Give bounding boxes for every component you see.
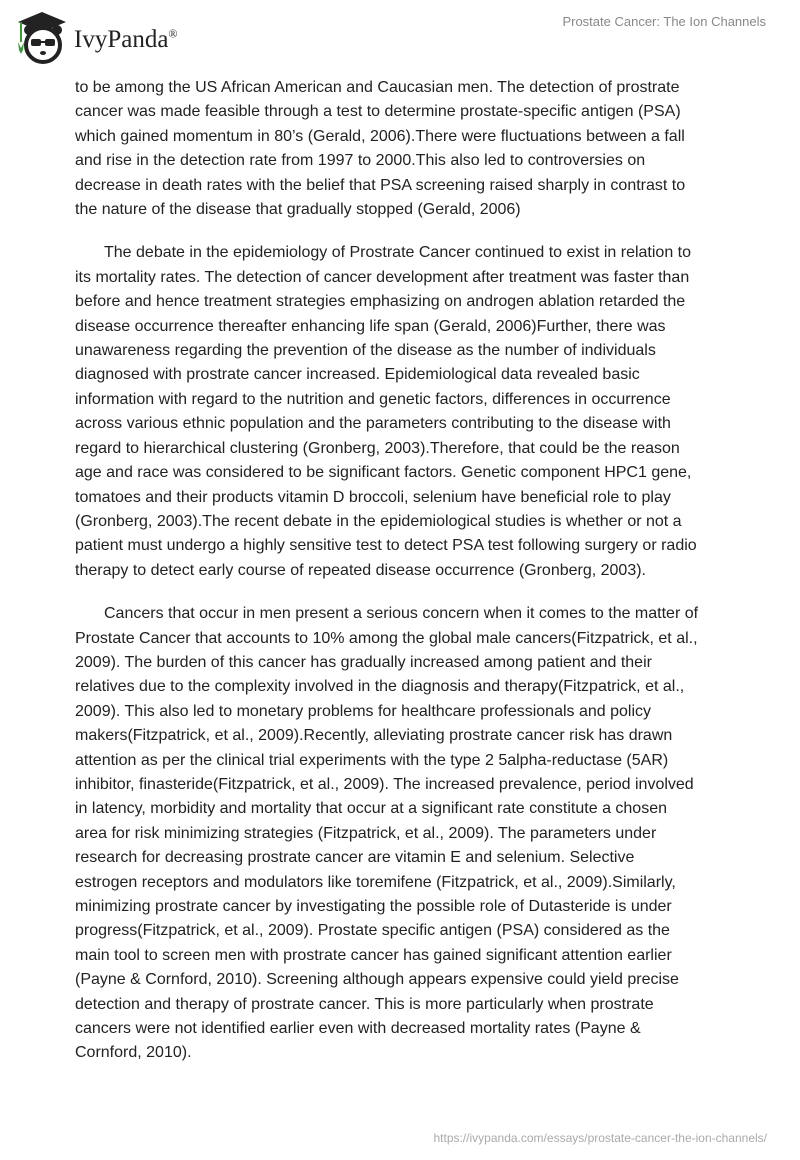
paragraph-line: patient must undergo a highly sensitive test to detect PSA test following surgery or radio: [75, 537, 697, 555]
paragraph-line: Prostate Cancer that accounts to 10% among the global male cancers(Fitzpatrick, et al.,: [75, 629, 698, 647]
paragraph-line: decrease in death rates with the belief that PSA screening raised sharply in contrast to: [75, 176, 686, 194]
essay-body: [75, 76, 735, 1085]
paragraph-line: relatives due to the complexity involved in the diagnosis and therapy(Fitzpatrick, et al.,: [75, 678, 685, 696]
paragraph-line: main tool to screen men with prostrate cancer has gained significant attention earlier: [75, 946, 672, 964]
paragraph-line: before and hence treatment strategies emphasizing on androgen ablation retarded the: [75, 293, 686, 311]
paragraph-line: across various ethnic population and the parameters contributing to the disease with: [75, 415, 671, 433]
paragraph-line: the nature of the disease that gradually stopped (Gerald, 2006): [75, 201, 521, 219]
paragraph-line: cancers were not identified earlier even with decreased mortality rates (Payne &: [75, 1020, 641, 1038]
paragraph-line: diagnosed with prostrate cancer increased. Epidemiological data revealed basic: [75, 366, 640, 384]
paragraph-line: Cornford, 2010).: [75, 1044, 192, 1062]
document-title: Prostate Cancer: The Ion Channels: [562, 14, 766, 29]
paragraph-line: attention as per the clinical trial experiments with the type 2 5alpha-reductase (5AR): [75, 751, 669, 769]
panda-graduate-icon: [14, 8, 68, 66]
paragraph-line: area for risk minimizing strategies (Fitzpatrick, et al., 2009). The parameters under: [75, 824, 657, 842]
paragraph-line: therapy to detect early course of repeated disease occurrence (Gronberg, 2003).: [75, 561, 646, 579]
paragraph-line: (Payne & Cornford, 2010). Screening although appears expensive could yield precise: [75, 971, 679, 989]
paragraph-line: detection and therapy of prostrate cancer. This is more particularly when prostrate: [75, 995, 654, 1013]
paragraph-line: in latency, morbidity and mortality that occur at a significant rate constitute a chosen: [75, 800, 667, 818]
paragraph-line: and rise in the detection rate from 1997 to 2000.This also led to controversies on: [75, 152, 646, 170]
paragraph-line: Cancers that occur in men present a serious concern when it comes to the matter of: [104, 605, 699, 623]
paragraph-line: estrogen receptors and modulators like toremifene (Fitzpatrick, et al., 2009).Similarly,: [75, 873, 676, 891]
paragraph-line: inhibitor, finasteride(Fitzpatrick, et al., 2009). The increased prevalence, period involved: [75, 775, 694, 793]
paragraph-line: age and race was considered to be significant factors. Genetic component HPC1 gene,: [75, 464, 692, 482]
paragraph-line: (Gronberg, 2003).The recent debate in the epidemiological studies is whether or not a: [75, 512, 682, 530]
logo-text: IvyPanda®: [74, 26, 178, 53]
paragraph-line: its mortality rates. The detection of cancer development after treatment was faster than: [75, 268, 690, 286]
paragraph-line: disease occurrence thereafter enhancing life span (Gerald, 2006)Further, there was: [75, 317, 666, 335]
paragraph: [75, 241, 735, 583]
source-url-link[interactable]: https://ivypanda.com/essays/prostate-cancer-the-ion-channels/: [433, 1131, 767, 1145]
paragraph-line: makers(Fitzpatrick, et al., 2009).Recently, alleviating prostrate cancer risk has drawn: [75, 727, 673, 745]
paragraph-line: progress(Fitzpatrick, et al., 2009). Prostate specific antigen (PSA) considered as the: [75, 922, 670, 940]
paragraph-line: which gained momentum in 80’s (Gerald, 2006).There were fluctuations between a fall: [75, 127, 685, 145]
ivypanda-logo[interactable]: [14, 8, 178, 66]
paragraph: [75, 602, 735, 1066]
paragraph-line: 2009). The burden of this cancer has gradually increased among patient and their: [75, 653, 652, 671]
paragraph-line: 2009). This also led to monetary problems for healthcare professionals and policy: [75, 702, 652, 720]
paragraph-line: cancer was made feasible through a test to determine prostate-specific antigen (PSA): [75, 103, 681, 121]
paragraph-line: tomatoes and their products vitamin D broccoli, selenium have beneficial role to play: [75, 488, 671, 506]
paragraph-line: regard to hierarchical clustering (Gronberg, 2003).Therefore, that could be the reason: [75, 439, 680, 457]
paragraph-line: research for decreasing prostrate cancer are vitamin E and selenium. Selective: [75, 849, 635, 867]
paragraph-line: minimizing prostrate cancer by investigating the possible role of Dutasteride is under: [75, 898, 672, 915]
paragraph: [75, 76, 735, 222]
paragraph-line: unawareness regarding the prevention of the disease as the number of individuals: [75, 342, 656, 360]
paragraph-line: to be among the US African American and Caucasian men. The detection of prostrate: [75, 79, 680, 96]
paragraph-line: information with regard to the nutrition and genetic factors, differences in occurrence: [75, 390, 671, 408]
paragraph-line: The debate in the epidemiology of Prostrate Cancer continued to exist in relation to: [104, 244, 692, 262]
